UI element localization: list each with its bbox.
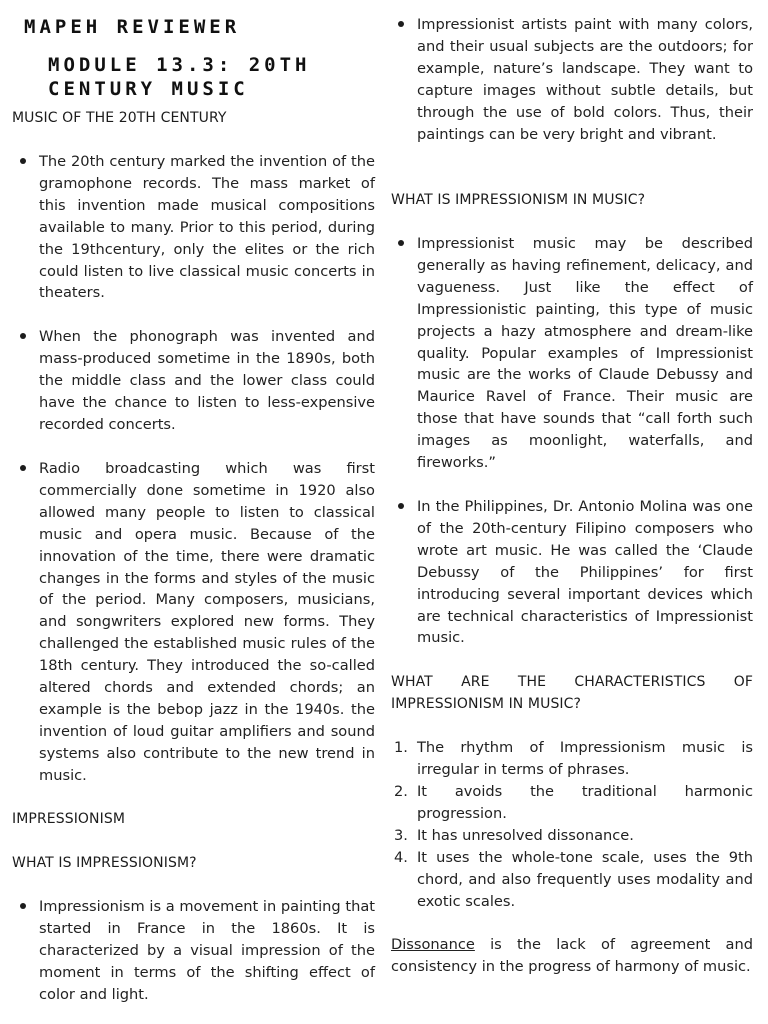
- bullet-dot-icon: [20, 158, 26, 164]
- bullet-gramophone: [39, 151, 375, 304]
- module-subtitle: MODULE 13.3: 20TH CENTURY MUSIC: [48, 54, 311, 100]
- section-heading-20th-century: MUSIC OF THE 20TH CENTURY: [12, 110, 227, 126]
- item-text: The rhythm of Impressionism music is irregular in terms of phrases.: [417, 739, 753, 778]
- section-heading-impressionism: IMPRESSIONISM: [12, 811, 126, 827]
- bullet-antonio-molina: [417, 496, 753, 649]
- bullet-dot-icon: [398, 21, 404, 27]
- bullet-text: Impressionist music may be described generally as having refinement, delicacy, and vagueness. Just like the effect of Impressionistic painting, this type of music projects a hazy atmosphere and dream-like quality. Popular examples of Impressionist music are the works of Claude Debussy and Maurice Ravel of France. Their music are those that have sounds that “call forth such images as moonlight, waterfalls, and fireworks.”: [417, 235, 753, 472]
- bullet-text: In the Philippines, Dr. Antonio Molina was one of the 20th-century Filipino composers who wrote art music. He was called the ‘Claude Debussy of the Philippines’ for first introducing several important devices which are technical characteristics of Impressionist music.: [417, 498, 753, 647]
- item-text: It avoids the traditional harmonic progression.: [417, 783, 753, 822]
- bullet-radio: [39, 458, 375, 787]
- bullet-impressionist-artists: [417, 14, 753, 145]
- item-text: It has unresolved dissonance.: [417, 827, 634, 844]
- bullet-dot-icon: [398, 240, 404, 246]
- item-number: 4.: [394, 849, 408, 866]
- characteristic-item: [394, 737, 753, 781]
- bullet-impressionist-music: [417, 233, 753, 474]
- definition-term: Dissonance: [391, 936, 475, 953]
- item-number: 2.: [394, 783, 408, 800]
- section-heading-impressionism-in-music: WHAT IS IMPRESSIONISM IN MUSIC?: [391, 192, 646, 208]
- bullet-dot-icon: [20, 465, 26, 471]
- item-number: 3.: [394, 827, 408, 844]
- section-heading-what-is-impressionism: WHAT IS IMPRESSIONISM?: [12, 855, 197, 871]
- bullet-impressionism-painting: [39, 896, 375, 1006]
- bullet-text: Radio broadcasting which was first commercially done sometime in 1920 also allowed many people to listen to classical music and opera music. Because of the innovation of the time, there were dramatic changes in the forms and styles of the music of the period. Many composers, musicians, and songwriters explored new forms. They challenged the established music rules of the 18th century. They introduced the so-called altered chords and extended chords; an example is the bebop jazz in the 1940s. the invention of loud guitar amplifiers and sound systems also contribute to the new trend in music.: [39, 460, 375, 784]
- bullet-text: Impressionism is a movement in painting that started in France in the 1860s. It is characterized by a visual impression of the moment in terms of the shifting effect of color and light.: [39, 898, 375, 1003]
- bullet-text: Impressionist artists paint with many colors, and their usual subjects are the outdoors; for example, nature’s landscape. They want to capture images without subtle details, but through the use of bold colors. Thus, their paintings can be very bright and vibrant.: [417, 16, 753, 143]
- characteristic-item: [394, 847, 753, 913]
- bullet-dot-icon: [398, 503, 404, 509]
- bullet-text: When the phonograph was invented and mass-produced sometime in the 1890s, both the middle class and the lower class could have the chance to listen to less-expensive recorded concerts.: [39, 328, 375, 433]
- document-title: MAPEH REVIEWER: [24, 16, 241, 38]
- bullet-dot-icon: [20, 333, 26, 339]
- bullet-dot-icon: [20, 903, 26, 909]
- item-text: It uses the whole-tone scale, uses the 9th chord, and also frequently uses modality and exotic scales.: [417, 849, 753, 910]
- characteristic-item: [394, 825, 753, 847]
- bullet-text: The 20th century marked the invention of the gramophone records. The mass market of this invention made musical compositions available to many. Prior to this period, during the 19thcentury, only the elites or the rich could listen to live classical music concerts in theaters.: [39, 153, 375, 302]
- characteristic-item: [394, 781, 753, 825]
- item-number: 1.: [394, 739, 408, 756]
- dissonance-definition: [391, 934, 753, 978]
- section-heading-characteristics: WHAT ARE THE CHARACTERISTICS OF IMPRESSIONISM IN MUSIC?: [391, 674, 753, 712]
- definition-text: is the lack of agreement and consistency in the progress of harmony of music.: [391, 936, 753, 975]
- bullet-phonograph: [39, 326, 375, 436]
